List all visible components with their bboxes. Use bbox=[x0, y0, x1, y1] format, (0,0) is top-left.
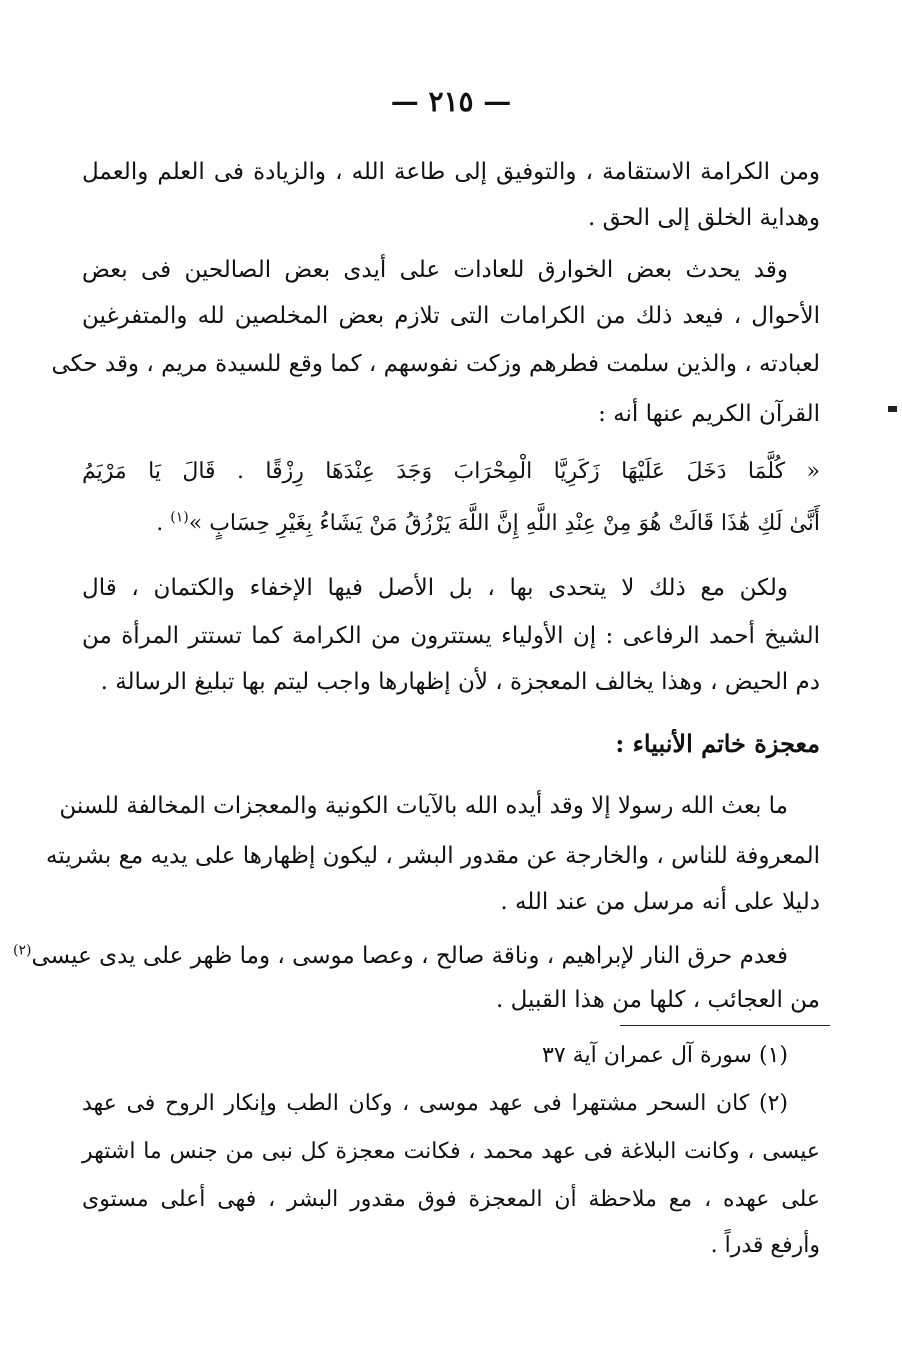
footnote-ref-2: (٢) bbox=[12, 942, 32, 959]
footnote-2-line-1: (٢) كان السحر مشتهرا فى عهد موسى ، وكان الطب وإنكار الروح فى عهد bbox=[82, 1091, 788, 1116]
section-heading: معجزة خاتم الأنبياء : bbox=[615, 729, 820, 758]
footnote-1: (١) سورة آل عمران آية ٣٧ bbox=[542, 1043, 788, 1068]
body-line-11: المعروفة للناس ، والخارجة عن مقدور البشر ، ليكون إظهارها على يديه مع بشريته bbox=[45, 843, 820, 869]
quran-verse-text: أَنَّىٰ لَكِ هَٰذَا قَالَتْ هُوَ مِنْ عِنْدِ اللَّهِ إِنَّ اللَّهَ يَرْزُقُ مَنْ يَشَاءُ بِغَيْرِ حِسَابٍ » bbox=[188, 511, 820, 536]
body-line-4: الأحوال ، فيعد ذلك من الكرامات التى تلازم بعض المخلصين لله والمتفرغين bbox=[82, 303, 820, 329]
footnote-2-line-4: وأرفع قدراً . bbox=[710, 1233, 820, 1258]
body-line-14: من العجائب ، كلها من هذا القبيل . bbox=[496, 987, 820, 1013]
body-line-2: وهداية الخلق إلى الحق . bbox=[587, 205, 820, 231]
body-line-12: دليلا على أنه مرسل من عند الله . bbox=[500, 889, 820, 915]
quran-verse-line-2: أَنَّىٰ لَكِ هَٰذَا قَالَتْ هُوَ مِنْ عِنْدِ اللَّهِ إِنَّ اللَّهَ يَرْزُقُ مَنْ يَشَاءُ بِغَيْرِ حِسَابٍ »$^{(١)}$ . bbox=[156, 509, 820, 536]
body-line-13-text: فعدم حرق النار لإبراهيم ، وناقة صالح ، وعصا موسى ، وما ظهر على يدى عيسى bbox=[31, 943, 788, 969]
quran-verse-line-1: « كُلَّمَا دَخَلَ عَلَيْهَا زَكَرِيَّا الْمِحْرَابَ وَجَدَ عِنْدَهَا رِزْقًا . قَالَ يَا مَرْيَمُ bbox=[82, 459, 820, 484]
body-line-5: لعبادته ، والذين سلمت فطرهم وزكت نفوسهم ، كما وقع للسيدة مريم ، وقد حكى bbox=[51, 351, 820, 377]
body-line-3: وقد يحدث بعض الخوارق للعادات على أيدى بعض الصالحين فى بعض bbox=[82, 257, 788, 283]
margin-mark bbox=[888, 406, 897, 412]
footnote-2-line-2: عيسى ، وكانت البلاغة فى عهد محمد ، فكانت معجزة كل نبى من جنس ما اشتهر bbox=[82, 1139, 820, 1164]
body-line-6: القرآن الكريم عنها أنه : bbox=[598, 401, 820, 427]
footnote-ref-1: (١) bbox=[170, 509, 189, 526]
body-line-7: ولكن مع ذلك لا يتحدى بها ، بل الأصل فيها الإخفاء والكتمان ، قال bbox=[82, 575, 789, 601]
body-line-10: ما بعث الله رسولا إلا وقد أيده الله بالآيات الكونية والمعجزات المخالفة للسنن bbox=[59, 793, 788, 819]
body-line-1: ومن الكرامة الاستقامة ، والتوفيق إلى طاعة الله ، والزيادة فى العلم والعمل bbox=[82, 159, 820, 185]
page-number: — ٢١٥ — bbox=[390, 85, 512, 118]
body-line-8: الشيخ أحمد الرفاعى : إن الأولياء يستترون من الكرامة كما تستتر المرأة من bbox=[82, 623, 820, 649]
footnote-2-line-3: على عهده ، مع ملاحظة أن المعجزة فوق مقدور البشر ، فهى أعلى مستوى bbox=[82, 1187, 820, 1212]
body-line-13 bbox=[12, 934, 820, 978]
footnote-separator bbox=[620, 1025, 830, 1026]
body-line-9: دم الحيض ، وهذا يخالف المعجزة ، لأن إظهارها واجب ليتم بها تبليغ الرسالة . bbox=[100, 669, 820, 695]
